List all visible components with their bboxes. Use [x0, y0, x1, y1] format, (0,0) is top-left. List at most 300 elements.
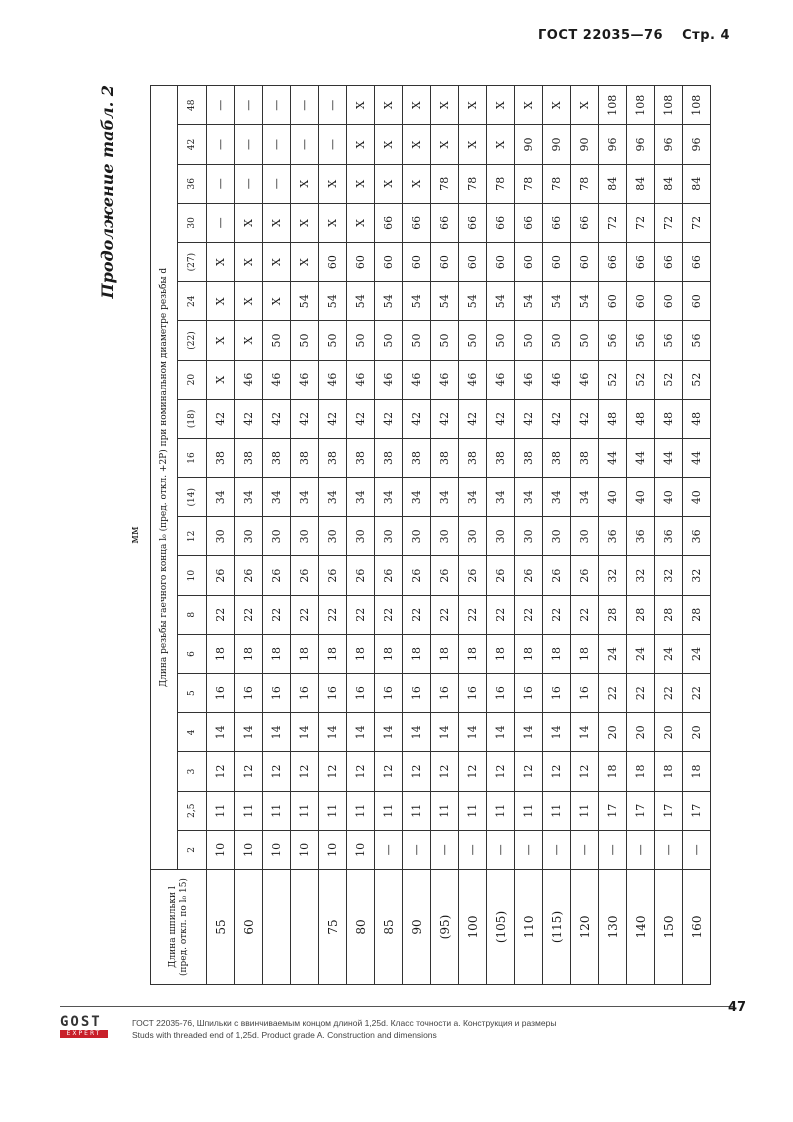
thread-length-cell: 54 [515, 282, 543, 321]
thread-length-cell: 34 [459, 478, 487, 517]
thread-length-cell: 52 [599, 360, 627, 399]
thread-length-cell: 30 [347, 517, 375, 556]
thread-length-cell: 46 [235, 360, 263, 399]
thread-length-cell: 16 [403, 674, 431, 713]
thread-length-cell: X [375, 164, 403, 203]
thread-length-cell: 10 [291, 830, 319, 869]
thread-length-cell: 60 [487, 243, 515, 282]
rotated-table-area [98, 85, 730, 985]
thread-length-cell: 78 [571, 164, 599, 203]
thread-length-cell: 54 [375, 282, 403, 321]
thread-length-cell: 20 [627, 713, 655, 752]
thread-length-cell: X [347, 86, 375, 125]
thread-length-cell: 30 [403, 517, 431, 556]
thread-length-cell: 50 [515, 321, 543, 360]
stud-length-cell: 140 [627, 870, 655, 985]
thread-length-cell: 22 [627, 674, 655, 713]
thread-length-cell: 10 [235, 830, 263, 869]
thread-length-cell: 22 [375, 595, 403, 634]
thread-length-cell: 56 [599, 321, 627, 360]
thread-length-cell: 50 [459, 321, 487, 360]
thread-length-cell: 30 [571, 517, 599, 556]
thread-length-cell: 32 [627, 556, 655, 595]
thread-length-cell: 18 [235, 634, 263, 673]
thread-length-cell: 16 [291, 674, 319, 713]
stud-length-cell: 120 [571, 870, 599, 985]
thread-length-cell: 34 [291, 478, 319, 517]
thread-length-cell: 18 [543, 634, 571, 673]
thread-length-cell: 16 [319, 674, 347, 713]
thread-length-cell: 42 [347, 399, 375, 438]
thread-length-cell: 50 [543, 321, 571, 360]
thread-length-cell: 54 [543, 282, 571, 321]
thread-length-cell: 66 [543, 203, 571, 242]
diameter-header: 8 [178, 595, 207, 634]
table-unit: мм [128, 526, 141, 544]
thread-length-cell: 12 [319, 752, 347, 791]
thread-length-cell: — [319, 125, 347, 164]
table-row [207, 86, 235, 985]
thread-length-cell: 34 [375, 478, 403, 517]
diameter-header: 24 [178, 282, 207, 321]
thread-length-cell: 30 [207, 517, 235, 556]
thread-length-cell: 34 [347, 478, 375, 517]
thread-length-cell: X [347, 203, 375, 242]
thread-length-cell: 11 [291, 791, 319, 830]
dimensions-table [150, 85, 711, 985]
thread-length-cell: 30 [515, 517, 543, 556]
thread-length-cell: 60 [515, 243, 543, 282]
thread-length-cell: 46 [347, 360, 375, 399]
thread-length-cell: 108 [627, 86, 655, 125]
thread-length-cell: 14 [571, 713, 599, 752]
thread-length-cell: 38 [459, 438, 487, 477]
thread-length-cell: X [431, 125, 459, 164]
thread-length-cell: 26 [319, 556, 347, 595]
thread-length-cell: — [235, 164, 263, 203]
thread-length-cell: 20 [683, 713, 711, 752]
thread-length-cell: 54 [431, 282, 459, 321]
thread-length-cell: 20 [599, 713, 627, 752]
thread-length-cell: 38 [431, 438, 459, 477]
thread-length-cell: 42 [431, 399, 459, 438]
thread-length-cell: 22 [543, 595, 571, 634]
thread-length-cell: X [403, 86, 431, 125]
thread-length-cell: 22 [403, 595, 431, 634]
thread-length-cell: X [263, 203, 291, 242]
thread-length-cell: 14 [319, 713, 347, 752]
thread-length-cell: X [375, 86, 403, 125]
thread-length-cell: 16 [207, 674, 235, 713]
thread-length-cell: 12 [515, 752, 543, 791]
thread-length-cell: 16 [459, 674, 487, 713]
thread-length-cell: 14 [375, 713, 403, 752]
thread-length-cell: 54 [291, 282, 319, 321]
thread-length-cell: 38 [319, 438, 347, 477]
thread-length-cell: 26 [347, 556, 375, 595]
thread-length-cell: X [403, 125, 431, 164]
diameter-header: 4 [178, 713, 207, 752]
stud-length-cell: (95) [431, 870, 459, 985]
thread-length-cell: 22 [431, 595, 459, 634]
stud-length-cell: 90 [403, 870, 431, 985]
thread-length-cell: X [347, 125, 375, 164]
thread-length-cell: 12 [347, 752, 375, 791]
thread-length-cell: 38 [571, 438, 599, 477]
diameter-header: 16 [178, 438, 207, 477]
thread-length-cell: 60 [571, 243, 599, 282]
thread-length-cell: 18 [431, 634, 459, 673]
thread-length-cell: X [487, 86, 515, 125]
thread-length-cell: 66 [431, 203, 459, 242]
page-label: Стр. 4 [682, 28, 731, 43]
thread-length-cell: 14 [291, 713, 319, 752]
thread-length-cell: X [263, 243, 291, 282]
thread-length-cell: 12 [235, 752, 263, 791]
thread-length-cell: 12 [207, 752, 235, 791]
thread-length-cell: 46 [459, 360, 487, 399]
thread-length-cell: 11 [487, 791, 515, 830]
thread-length-cell: 34 [487, 478, 515, 517]
diameter-header: 12 [178, 517, 207, 556]
diameter-header: (27) [178, 243, 207, 282]
stud-length-cell [291, 870, 319, 985]
thread-length-cell: 46 [403, 360, 431, 399]
thread-length-cell: 22 [319, 595, 347, 634]
thread-length-cell: 66 [403, 203, 431, 242]
thread-length-cell: X [207, 360, 235, 399]
thread-length-cell: 66 [599, 243, 627, 282]
thread-length-cell: 56 [655, 321, 683, 360]
thread-length-cell: 38 [487, 438, 515, 477]
thread-length-cell: 18 [207, 634, 235, 673]
thread-length-cell: 16 [515, 674, 543, 713]
logo-bottom-text: EXPERT [60, 1030, 108, 1038]
thread-length-cell: 10 [319, 830, 347, 869]
diameter-header: (22) [178, 321, 207, 360]
thread-length-cell: X [263, 282, 291, 321]
thread-length-cell: 50 [487, 321, 515, 360]
thread-length-cell: X [515, 86, 543, 125]
thread-length-cell: 32 [683, 556, 711, 595]
thread-length-cell: 38 [291, 438, 319, 477]
thread-length-cell: 44 [655, 438, 683, 477]
thread-length-cell: 44 [599, 438, 627, 477]
stud-length-cell: 150 [655, 870, 683, 985]
thread-length-cell: 54 [571, 282, 599, 321]
thread-length-cell: 26 [375, 556, 403, 595]
table-row [599, 86, 627, 985]
table-row [627, 86, 655, 985]
thread-length-cell: 26 [431, 556, 459, 595]
thread-length-cell: 42 [543, 399, 571, 438]
thread-length-cell: 14 [459, 713, 487, 752]
thread-length-cell: 90 [543, 125, 571, 164]
thread-length-cell: 18 [403, 634, 431, 673]
thread-length-cell: — [235, 86, 263, 125]
thread-length-cell: 18 [263, 634, 291, 673]
thread-length-cell: — [375, 830, 403, 869]
thread-length-cell: 16 [431, 674, 459, 713]
thread-length-cell: — [263, 125, 291, 164]
thread-length-cell: 36 [599, 517, 627, 556]
thread-length-cell: 12 [571, 752, 599, 791]
thread-length-cell: 16 [487, 674, 515, 713]
thread-length-cell: 18 [291, 634, 319, 673]
thread-length-cell: 11 [515, 791, 543, 830]
thread-length-cell: 12 [375, 752, 403, 791]
thread-length-cell: — [319, 86, 347, 125]
thread-length-cell: 11 [235, 791, 263, 830]
thread-length-cell: 17 [683, 791, 711, 830]
thread-length-cell: 11 [403, 791, 431, 830]
thread-length-cell: — [263, 86, 291, 125]
diameter-header: 36 [178, 164, 207, 203]
thread-length-cell: 66 [487, 203, 515, 242]
footer-line-1: ГОСТ 22035-76, Шпильки с ввинчиваемым концом длиной 1,25d. Класс точности а. Конструкция и размеры [132, 1018, 557, 1028]
thread-length-cell: 60 [627, 282, 655, 321]
thread-length-cell: 54 [487, 282, 515, 321]
thread-length-cell: 38 [375, 438, 403, 477]
thread-length-cell: 46 [319, 360, 347, 399]
thread-length-cell: 78 [459, 164, 487, 203]
thread-length-cell: 14 [515, 713, 543, 752]
thread-length-cell: 48 [683, 399, 711, 438]
thread-length-cell: 40 [627, 478, 655, 517]
thread-length-cell: — [403, 830, 431, 869]
thread-length-cell: 20 [655, 713, 683, 752]
thread-length-cell: X [291, 203, 319, 242]
thread-length-cell: 34 [431, 478, 459, 517]
thread-length-cell: 38 [207, 438, 235, 477]
thread-length-cell: 12 [543, 752, 571, 791]
thread-length-cell: 16 [235, 674, 263, 713]
table-row [375, 86, 403, 985]
thread-length-cell: 12 [459, 752, 487, 791]
thread-length-cell: 10 [263, 830, 291, 869]
gost-expert-logo [60, 1015, 108, 1038]
thread-length-cell: 28 [655, 595, 683, 634]
thread-length-cell: 14 [207, 713, 235, 752]
thread-length-cell: 28 [627, 595, 655, 634]
thread-length-cell: 34 [515, 478, 543, 517]
stud-length-cell: 60 [235, 870, 263, 985]
thread-length-cell: — [207, 164, 235, 203]
thread-length-cell: 18 [375, 634, 403, 673]
thread-length-cell: 66 [459, 203, 487, 242]
table-row [319, 86, 347, 985]
table-row [655, 86, 683, 985]
stud-length-cell: 80 [347, 870, 375, 985]
thread-length-cell: 12 [403, 752, 431, 791]
thread-length-cell: X [207, 282, 235, 321]
table-row [263, 86, 291, 985]
thread-length-cell: 26 [235, 556, 263, 595]
thread-length-cell: 46 [291, 360, 319, 399]
thread-length-cell: 14 [263, 713, 291, 752]
thread-length-cell: 60 [543, 243, 571, 282]
thread-length-cell: 11 [347, 791, 375, 830]
thread-length-cell: 30 [291, 517, 319, 556]
thread-length-cell: 96 [627, 125, 655, 164]
thread-length-cell: 30 [235, 517, 263, 556]
diameter-header: 5 [178, 674, 207, 713]
thread-length-cell: — [515, 830, 543, 869]
diameter-header-row [178, 86, 207, 985]
thread-length-cell: X [235, 282, 263, 321]
thread-length-cell: 46 [487, 360, 515, 399]
table-row [459, 86, 487, 985]
table-row [291, 86, 319, 985]
thread-length-cell: 12 [431, 752, 459, 791]
thread-length-cell: 78 [543, 164, 571, 203]
thread-length-cell: X [207, 243, 235, 282]
page-header [538, 28, 744, 43]
thread-length-cell: 34 [543, 478, 571, 517]
table-body [207, 86, 711, 985]
page-number: 47 [728, 1000, 747, 1015]
thread-length-cell: 52 [683, 360, 711, 399]
thread-length-cell: 66 [375, 203, 403, 242]
thread-length-cell: 17 [655, 791, 683, 830]
thread-length-cell: 30 [543, 517, 571, 556]
thread-length-cell: 16 [347, 674, 375, 713]
thread-length-cell: 38 [347, 438, 375, 477]
thread-length-cell: 22 [291, 595, 319, 634]
thread-length-cell: 32 [655, 556, 683, 595]
thread-length-cell: 60 [403, 243, 431, 282]
thread-length-cell: 48 [655, 399, 683, 438]
thread-length-cell: — [571, 830, 599, 869]
thread-length-cell: 66 [515, 203, 543, 242]
thread-length-cell: 72 [627, 203, 655, 242]
thread-length-cell: 84 [655, 164, 683, 203]
diameter-header: 2,5 [178, 791, 207, 830]
thread-length-cell: 54 [459, 282, 487, 321]
thread-length-cell: 96 [655, 125, 683, 164]
thread-length-cell: 40 [655, 478, 683, 517]
thread-length-cell: 52 [627, 360, 655, 399]
diameter-header: 6 [178, 634, 207, 673]
thread-length-cell: 42 [291, 399, 319, 438]
thread-length-cell: 22 [515, 595, 543, 634]
span-header: Длина резьбы гаечного конца l₀ (пред. откл. +2P) при номинальном диаметре резьбы d [151, 86, 178, 870]
thread-length-cell: 40 [599, 478, 627, 517]
thread-length-cell: 22 [235, 595, 263, 634]
thread-length-cell: 18 [515, 634, 543, 673]
thread-length-cell: — [235, 125, 263, 164]
stud-length-cell: 130 [599, 870, 627, 985]
footer-line-2: Studs with threaded end of 1,25d. Product grade A. Construction and dimensions [132, 1030, 437, 1040]
thread-length-cell: 34 [319, 478, 347, 517]
logo-top-text: GOST [60, 1014, 102, 1030]
thread-length-cell: 14 [487, 713, 515, 752]
thread-length-cell: — [207, 203, 235, 242]
thread-length-cell: 46 [375, 360, 403, 399]
thread-length-cell: 18 [683, 752, 711, 791]
thread-length-cell: 22 [599, 674, 627, 713]
thread-length-cell: 46 [571, 360, 599, 399]
thread-length-cell: 50 [571, 321, 599, 360]
thread-length-cell: 18 [459, 634, 487, 673]
thread-length-cell: 16 [375, 674, 403, 713]
thread-length-cell: — [655, 830, 683, 869]
thread-length-cell: 11 [375, 791, 403, 830]
thread-length-cell: 11 [459, 791, 487, 830]
thread-length-cell: 28 [683, 595, 711, 634]
stud-length-cell: 100 [459, 870, 487, 985]
thread-length-cell: 11 [319, 791, 347, 830]
thread-length-cell: 36 [627, 517, 655, 556]
thread-length-cell: X [431, 86, 459, 125]
thread-length-cell: 54 [347, 282, 375, 321]
thread-length-cell: X [459, 86, 487, 125]
thread-length-cell: 108 [683, 86, 711, 125]
thread-length-cell: 66 [571, 203, 599, 242]
thread-length-cell: X [347, 164, 375, 203]
thread-length-cell: 22 [459, 595, 487, 634]
thread-length-cell: 22 [263, 595, 291, 634]
thread-length-cell: 38 [263, 438, 291, 477]
thread-length-cell: 16 [571, 674, 599, 713]
thread-length-cell: — [207, 125, 235, 164]
thread-length-cell: — [459, 830, 487, 869]
stud-length-cell: 85 [375, 870, 403, 985]
thread-length-cell: 72 [683, 203, 711, 242]
thread-length-cell: 54 [403, 282, 431, 321]
diameter-header: (14) [178, 478, 207, 517]
thread-length-cell: X [291, 243, 319, 282]
thread-length-cell: 26 [291, 556, 319, 595]
thread-length-cell: 18 [599, 752, 627, 791]
thread-length-cell: 14 [543, 713, 571, 752]
thread-length-cell: 78 [515, 164, 543, 203]
thread-length-cell: X [207, 321, 235, 360]
diameter-header: 2 [178, 830, 207, 869]
footer-divider [60, 1006, 733, 1007]
thread-length-cell: 90 [515, 125, 543, 164]
thread-length-cell: — [543, 830, 571, 869]
thread-length-cell: 66 [683, 243, 711, 282]
diameter-header: 42 [178, 125, 207, 164]
stud-length-cell: 110 [515, 870, 543, 985]
thread-length-cell: 42 [263, 399, 291, 438]
thread-length-cell: 22 [655, 674, 683, 713]
thread-length-cell: 38 [235, 438, 263, 477]
stud-length-cell: (105) [487, 870, 515, 985]
thread-length-cell: 60 [431, 243, 459, 282]
thread-length-cell: 46 [431, 360, 459, 399]
thread-length-cell: 38 [515, 438, 543, 477]
thread-length-cell: X [459, 125, 487, 164]
thread-length-cell: 42 [571, 399, 599, 438]
thread-length-cell: 40 [683, 478, 711, 517]
thread-length-cell: — [431, 830, 459, 869]
thread-length-cell: X [403, 164, 431, 203]
thread-length-cell: 42 [403, 399, 431, 438]
thread-length-cell: 26 [207, 556, 235, 595]
thread-length-cell: 50 [403, 321, 431, 360]
thread-length-cell: 34 [571, 478, 599, 517]
thread-length-cell: 50 [291, 321, 319, 360]
thread-length-cell: 96 [683, 125, 711, 164]
thread-length-cell: 14 [431, 713, 459, 752]
thread-length-cell: X [235, 321, 263, 360]
thread-length-cell: 90 [571, 125, 599, 164]
thread-length-cell: 30 [431, 517, 459, 556]
thread-length-cell: 24 [655, 634, 683, 673]
thread-length-cell: 60 [459, 243, 487, 282]
